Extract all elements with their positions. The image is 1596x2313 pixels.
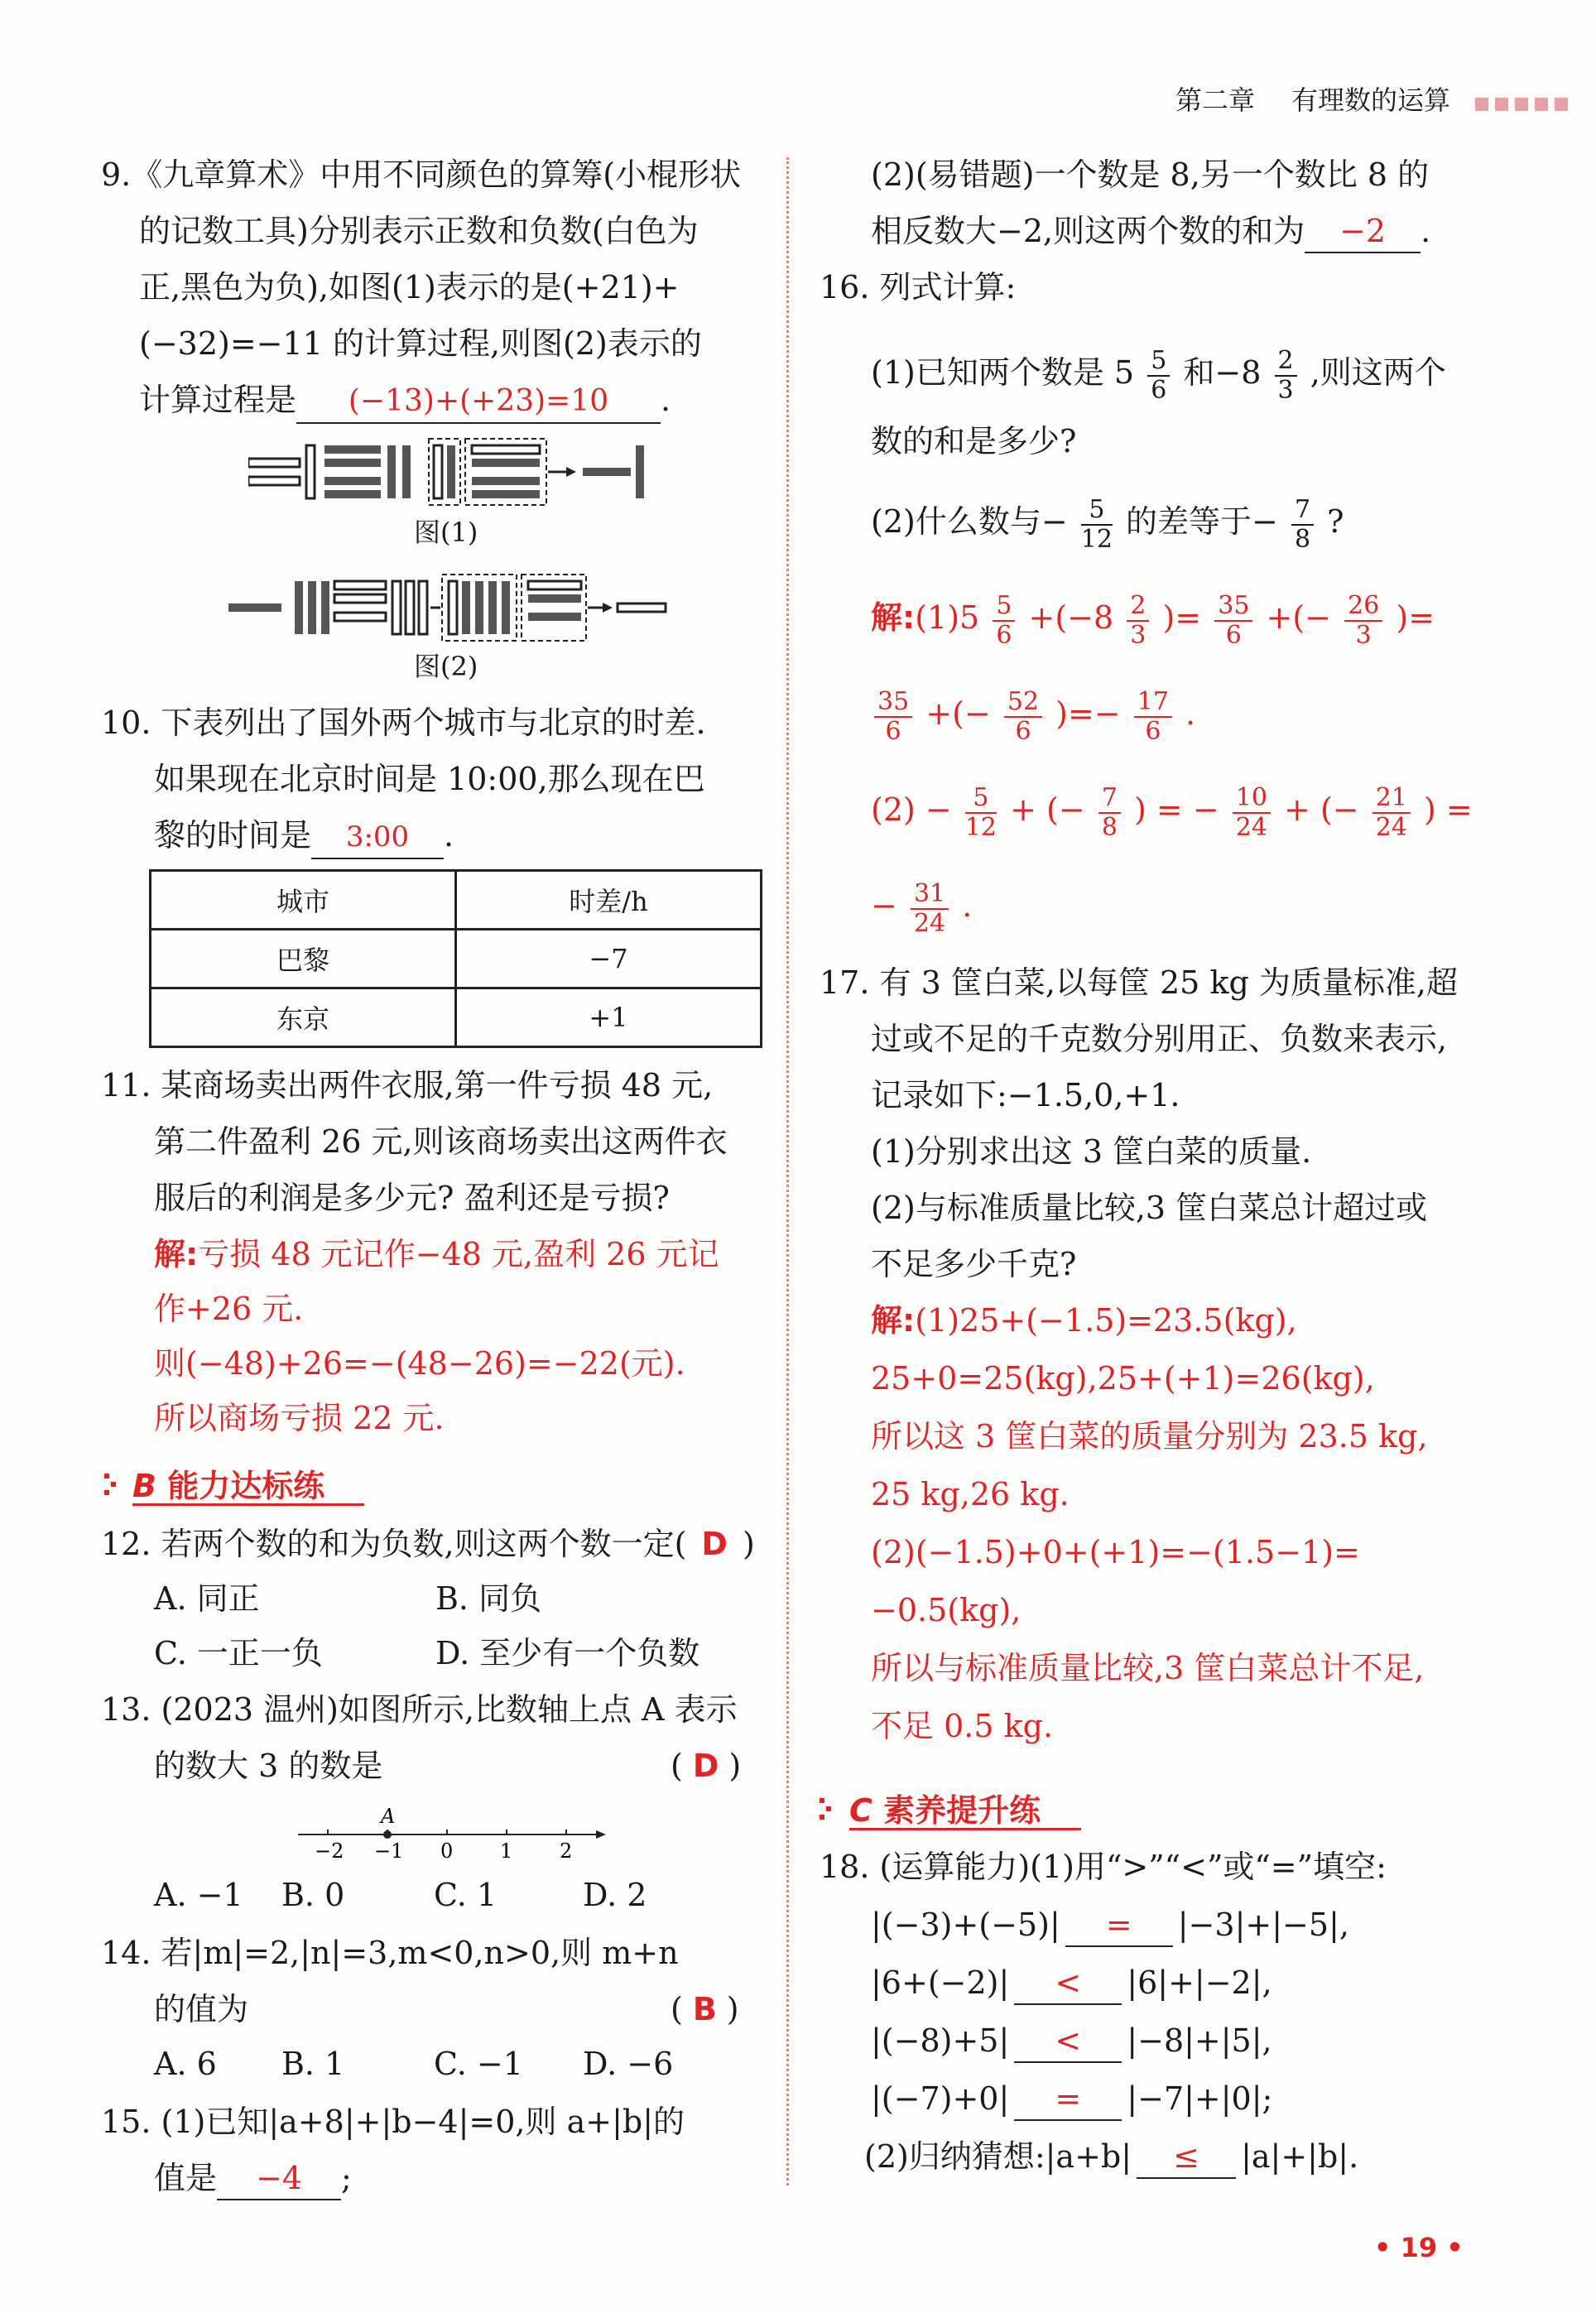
q16-s1e: )= — [1396, 599, 1435, 636]
q17-solution-line1 — [871, 1300, 1297, 1341]
q13-line1: 13. (2023 温州)如图所示,比数轴上点 A 表示 — [101, 1691, 738, 1728]
q18-r5-answer: ≤ — [1137, 2136, 1236, 2179]
q9-line5-text: 计算过程是 — [139, 382, 297, 418]
q14-line2: 的值为 — [154, 1991, 249, 2027]
q17-solution-line4: 25 kg,26 kg. — [871, 1476, 1070, 1512]
q15-semicolon: ; — [341, 2160, 352, 2196]
q12-option-d: D. 至少有一个负数 — [435, 1635, 700, 1671]
q18-row3 — [871, 2020, 1272, 2063]
tick-label: 1 — [500, 1839, 513, 1863]
q18-row5 — [864, 2136, 1358, 2179]
section-b-marker-icon — [104, 1474, 119, 1498]
q16-p2a: (2)什么数与− — [871, 503, 1068, 540]
q15-line2 — [154, 2157, 352, 2200]
numerator: 17 — [1134, 688, 1172, 718]
time-difference-table — [149, 869, 762, 1048]
fraction-17-6 — [1134, 688, 1172, 746]
section-c-heading — [849, 1785, 1081, 1830]
q11-line3: 服后的利润是多少元? 盈利还是亏损? — [154, 1180, 670, 1216]
q12-answer: D — [701, 1526, 728, 1562]
q16-s1d: +(− — [1266, 599, 1332, 636]
q16-s4a: − — [871, 887, 897, 924]
section-c-letter: C — [849, 1792, 873, 1829]
q15-line2-text: 值是 — [154, 2160, 218, 2196]
tick-label: 2 — [560, 1839, 573, 1863]
q18-r3-right: |−8|+|5|, — [1127, 2022, 1272, 2059]
fraction-21-24 — [1372, 784, 1411, 842]
q14-option-a: A. 6 — [154, 2046, 217, 2082]
q16-s2b: )=− — [1055, 695, 1121, 732]
q16-solution-line2 — [871, 680, 1195, 747]
q18-row4 — [871, 2078, 1272, 2121]
q13-option-a: A. −1 — [154, 1877, 243, 1913]
table-cell: −7 — [456, 930, 762, 988]
q17-s1: (1)25+(−1.5)=23.5(kg), — [915, 1302, 1297, 1339]
q16-s3c: ) = − — [1134, 791, 1219, 828]
fraction-5-12 — [1081, 496, 1113, 554]
header-dots-icon — [1475, 98, 1573, 111]
numerator: 2 — [1127, 592, 1149, 622]
denominator: 6 — [885, 716, 901, 746]
q18-r1-right: |−3|+|−5|, — [1177, 1907, 1349, 1943]
counting-rods-figure-1 — [248, 430, 646, 513]
q16-s3d: + (− — [1284, 791, 1359, 828]
numerator: 7 — [1291, 496, 1314, 526]
chapter-label: 第二章 — [1175, 84, 1256, 116]
denominator: 8 — [1294, 524, 1311, 554]
q18-r2-answer: < — [1014, 1962, 1122, 2005]
fraction-31-24 — [911, 880, 949, 938]
counting-rods-figure-2 — [228, 566, 667, 649]
page-number: • 19 • — [1374, 2232, 1464, 2263]
q17-solution-label: 解: — [871, 1302, 916, 1339]
q18-r1-answer: = — [1065, 1904, 1173, 1947]
q18-r2-right: |6|+|−2|, — [1127, 1964, 1272, 2001]
table-row — [151, 988, 762, 1047]
q17-line3: 记录如下:−1.5,0,+1. — [871, 1077, 1180, 1113]
q14-answer: B — [692, 1991, 717, 2027]
figure-1-caption: 图(1) — [414, 517, 478, 548]
numerator: 5 — [993, 592, 1015, 622]
denominator: 6 — [1151, 375, 1167, 405]
q18-r4-left: |(−7)+0| — [871, 2080, 1010, 2117]
q11-solution-line4: 所以商场亏损 22 元. — [154, 1400, 445, 1436]
q16-p1a: (1)已知两个数是 5 — [871, 354, 1135, 391]
q17-line5: (2)与标准质量比较,3 筐白菜总计超过或 — [871, 1190, 1428, 1226]
section-b-heading — [132, 1460, 364, 1506]
q18-r4-answer: = — [1014, 2078, 1122, 2121]
figure-2-caption: 图(2) — [414, 651, 478, 682]
q17-solution-line7: 所以与标准质量比较,3 筐白菜总计不足, — [871, 1650, 1425, 1686]
q16-p1d: 数的和是多少? — [871, 423, 1077, 459]
fraction-5-6 — [1147, 347, 1170, 405]
q12-option-c: C. 一正一负 — [154, 1635, 323, 1671]
q13-option-d: D. 2 — [583, 1877, 647, 1913]
q11-solution-label: 解: — [154, 1236, 199, 1272]
denominator: 24 — [913, 908, 946, 938]
q17-line4: (1)分别求出这 3 筐白菜的质量. — [871, 1133, 1312, 1170]
numerator: 10 — [1233, 784, 1271, 814]
q17-line6: 不足多少千克? — [871, 1246, 1077, 1282]
q15-answer2: −2 — [1305, 210, 1421, 253]
table-cell: 巴黎 — [151, 930, 456, 988]
denominator: 6 — [1225, 620, 1242, 650]
q16-p2c: ? — [1327, 503, 1344, 540]
denominator: 24 — [1375, 812, 1407, 842]
q9-answer: (−13)+(+23)=10 — [296, 381, 661, 424]
q13-option-b: B. 0 — [281, 1877, 345, 1913]
table-cell: +1 — [456, 988, 762, 1047]
fraction-7-8 — [1098, 784, 1121, 842]
table-header-diff: 时差/h — [456, 871, 762, 930]
q11-line1: 11. 某商场卖出两件衣服,第一件亏损 48 元, — [101, 1067, 714, 1104]
table-header-city: 城市 — [151, 871, 456, 930]
q18-r2-left: |6+(−2)| — [871, 1964, 1010, 2001]
q15-line3: (2)(易错题)一个数是 8,另一个数比 8 的 — [871, 156, 1430, 193]
denominator: 3 — [1130, 620, 1147, 650]
numerator: 31 — [911, 880, 949, 910]
q10-line3-text: 黎的时间是 — [154, 817, 312, 854]
q16-p1b: 和−8 — [1183, 354, 1262, 391]
fraction-52-6 — [1004, 688, 1042, 746]
denominator: 24 — [1235, 812, 1267, 842]
q14-answer-bracket: ( B ) — [671, 1991, 739, 2027]
section-c-title: 素养提升练 — [883, 1792, 1041, 1829]
fraction-26-3 — [1344, 592, 1382, 650]
table-header-row — [151, 871, 762, 930]
numerator: 2 — [1275, 347, 1297, 377]
q16-s2a: +(− — [925, 695, 991, 732]
q16-part1 — [871, 339, 1446, 406]
q17-solution-line6: −0.5(kg), — [871, 1592, 1022, 1628]
q9-line1: 9.《九章算术》中用不同颜色的算筹(小棍形状 — [101, 156, 742, 193]
tick-label: 0 — [440, 1839, 454, 1863]
denominator: 6 — [1015, 716, 1031, 746]
numerator: 5 — [1081, 496, 1113, 526]
q12-option-b: B. 同负 — [435, 1580, 542, 1617]
q13-answer: D — [692, 1748, 719, 1784]
numerator: 35 — [1214, 592, 1252, 622]
q16-solution-label: 解: — [871, 599, 916, 636]
q18-r4-right: |−7|+|0|; — [1127, 2080, 1273, 2117]
numerator: 35 — [874, 688, 912, 718]
q15-line4-text: 相反数大−2,则这两个数的和为 — [871, 213, 1305, 249]
page-number-value: 19 — [1400, 2232, 1438, 2263]
q18-r5-right: |a|+|b|. — [1241, 2138, 1359, 2175]
table-cell: 东京 — [151, 988, 456, 1047]
fraction-5-6 — [993, 592, 1015, 650]
numerator: 7 — [1098, 784, 1121, 814]
numerator: 5 — [1147, 347, 1170, 377]
header-accent — [1475, 98, 1573, 111]
fraction-35-6 — [1214, 592, 1252, 650]
q11-solution-line3: 则(−48)+26=−(48−26)=−22(元). — [154, 1345, 685, 1382]
q16-s1b: +(−8 — [1028, 599, 1114, 636]
q16-solution-line3 — [871, 777, 1473, 843]
q15-line1: 15. (1)已知|a+8|+|b−4|=0,则 a+|b|的 — [101, 2104, 685, 2140]
q16-p1c: ,则这两个 — [1310, 354, 1446, 391]
denominator: 6 — [1145, 716, 1161, 746]
numerator: 5 — [965, 784, 997, 814]
section-b-letter: B — [132, 1468, 156, 1504]
table-row — [151, 930, 762, 988]
q9-line3: 正,黑色为负),如图(1)表示的是(+21)+ — [139, 269, 680, 305]
q18-r1-left: |(−3)+(−5)| — [871, 1907, 1060, 1943]
q18-row2 — [871, 1962, 1272, 2005]
q14-option-b: B. 1 — [281, 2046, 345, 2082]
q12-stem — [101, 1523, 755, 1565]
q13-answer-bracket: ( D ) — [671, 1748, 742, 1784]
chapter-title: 有理数的运算 — [1291, 84, 1451, 116]
q12-option-a: A. 同正 — [154, 1580, 260, 1617]
fraction-2-3 — [1275, 347, 1297, 405]
q12-stem-text: 12. 若两个数的和为负数,则这两个数一定( — [101, 1526, 687, 1562]
section-c-marker-icon — [820, 1798, 834, 1823]
tick-label: −2 — [315, 1839, 344, 1863]
column-divider — [786, 157, 789, 2186]
q16-solution-line1 — [871, 584, 1435, 651]
denominator: 3 — [1277, 375, 1294, 405]
fraction-35-6 — [874, 688, 912, 746]
number-line — [298, 1805, 613, 1863]
q16-s3a: (2) − — [871, 791, 952, 828]
q13-option-c: C. 1 — [434, 1877, 498, 1913]
q13-line2: 的数大 3 的数是 — [154, 1748, 383, 1784]
q16-s3b: + (− — [1010, 791, 1085, 828]
fraction-5-12 — [965, 784, 997, 842]
q15-answer1: −4 — [217, 2157, 341, 2200]
q17-solution-line5: (2)(−1.5)+0+(+1)=−(1.5−1)= — [871, 1534, 1360, 1570]
denominator: 12 — [964, 812, 997, 842]
q16-part2 — [871, 488, 1344, 555]
q17-line2: 过或不足的千克数分别用正、负数来表示, — [871, 1021, 1448, 1057]
q9-line2: 的记数工具)分别表示正数和负数(白色为 — [139, 213, 699, 249]
numerator: 26 — [1344, 592, 1382, 622]
q17-line1: 17. 有 3 筐白菜,以每筐 25 kg 为质量标准,超 — [820, 964, 1458, 1001]
fraction-10-24 — [1233, 784, 1271, 842]
q17-solution-line3: 所以这 3 筐白菜的质量分别为 23.5 kg, — [871, 1418, 1428, 1455]
q18-r5-left: (2)归纳猜想:|a+b| — [864, 2138, 1132, 2175]
denominator: 3 — [1355, 620, 1372, 650]
q11-solution-line1 — [154, 1233, 719, 1275]
q16-p2b: 的差等于− — [1126, 503, 1278, 540]
fraction-2-3 — [1127, 592, 1149, 650]
tick-label: −1 — [374, 1839, 404, 1863]
q14-option-c: C. −1 — [434, 2046, 523, 2082]
numerator: 52 — [1004, 688, 1042, 718]
q18-row1 — [871, 1904, 1349, 1947]
q18-r3-answer: < — [1014, 2020, 1122, 2063]
q11-line2: 第二件盈利 26 元,则该商场卖出这两件衣 — [154, 1123, 728, 1160]
q9-line4: (−32)=−11 的计算过程,则图(2)表示的 — [139, 325, 702, 362]
q17-solution-line2: 25+0=25(kg),25+(+1)=26(kg), — [871, 1360, 1375, 1397]
q9-line5: 计算过程是 (−13)+(+23)=10 . — [139, 379, 671, 424]
q18-r3-left: |(−8)+5| — [871, 2022, 1010, 2059]
point-a-label: A — [381, 1805, 396, 1828]
q16-s1a: (1)5 — [915, 599, 980, 636]
denominator: 12 — [1080, 524, 1113, 554]
q16-solution-line4 — [871, 873, 972, 939]
q12-close: ) — [742, 1526, 755, 1562]
q11-solution-text1: 亏损 48 元记作−48 元,盈利 26 元记 — [198, 1236, 719, 1272]
fraction-7-8 — [1291, 496, 1314, 554]
q15-line4: 相反数大−2,则这两个数的和为 −2 . — [871, 210, 1430, 253]
q14-option-d: D. −6 — [583, 2046, 674, 2082]
q10-answer: 3:00 — [311, 816, 444, 859]
denominator: 6 — [996, 620, 1012, 650]
q10-line2: 如果现在北京时间是 10:00,那么现在巴 — [154, 761, 705, 797]
q16-s1c: )= — [1162, 599, 1202, 636]
q16-s2c: . — [1185, 695, 1196, 732]
numerator: 21 — [1372, 784, 1411, 814]
q10-line3: 黎的时间是 3:00 . — [154, 815, 454, 859]
denominator: 8 — [1101, 812, 1118, 842]
q11-solution-line2: 作+26 元. — [154, 1291, 304, 1327]
q14-line1: 14. 若|m|=2,|n|=3,m<0,n>0,则 m+n — [101, 1935, 679, 1971]
q16-s4b: . — [962, 887, 973, 924]
q16-line1: 16. 列式计算: — [820, 269, 1017, 305]
q17-solution-line8: 不足 0.5 kg. — [871, 1708, 1054, 1744]
q16-s3e: ) = — [1424, 791, 1473, 828]
section-b-title: 能力达标练 — [167, 1468, 325, 1504]
q18-line1: 18. (运算能力)(1)用“>”“<”或“=”填空: — [820, 1849, 1387, 1885]
q10-line1: 10. 下表列出了国外两个城市与北京的时差. — [101, 704, 706, 741]
